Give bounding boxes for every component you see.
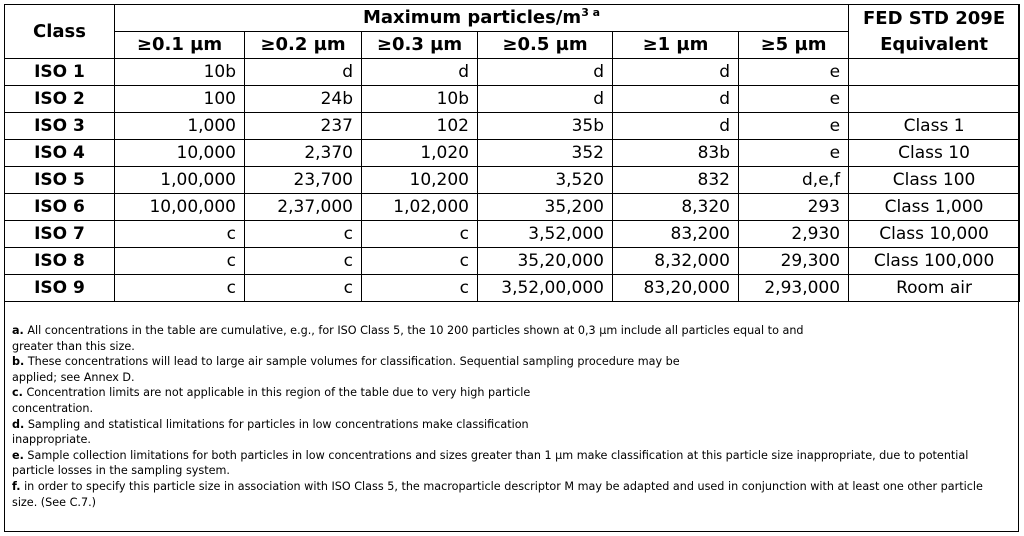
fed-equivalent-cell: Class 1	[849, 113, 1020, 140]
value-cell: c	[245, 221, 362, 248]
footnote-text: Sample collection limitations for both particles in low concentrations and sizes greater than 1 µm make classification at this particle size inappropriate, due to potential	[27, 448, 969, 462]
size-header: ≥0.2 µm	[245, 32, 362, 59]
size-header: ≥0.5 µm	[478, 32, 613, 59]
footnote-text: in order to specify this particle size in association with ISO Class 5, the macroparticle descriptor M may be adapted and used in conjunction with at least one other particle	[24, 479, 983, 493]
footnote-line	[12, 339, 1008, 355]
table-row	[5, 167, 1020, 194]
table-row	[5, 275, 1020, 302]
value-cell: 2,370	[245, 140, 362, 167]
value-cell: 1,000	[115, 113, 245, 140]
value-cell: e	[739, 86, 849, 113]
value-cell: 1,020	[362, 140, 478, 167]
value-cell: 2,930	[739, 221, 849, 248]
value-cell: d	[478, 59, 613, 86]
class-cell: ISO 6	[5, 194, 115, 221]
fed-equivalent-cell: Class 10,000	[849, 221, 1020, 248]
value-cell: d	[362, 59, 478, 86]
footnote-text: particle losses in the sampling system.	[12, 464, 230, 478]
value-cell: d	[478, 86, 613, 113]
value-cell: 3,52,000	[478, 221, 613, 248]
size-header: ≥5 µm	[739, 32, 849, 59]
footnote-line	[12, 463, 1008, 479]
value-cell: 83,20,000	[613, 275, 739, 302]
fed-equivalent-cell: Class 100	[849, 167, 1020, 194]
max-particles-header: Maximum particles/$m^{3 a}$	[115, 5, 849, 32]
class-cell: ISO 5	[5, 167, 115, 194]
footnote-line	[12, 370, 1008, 386]
class-header: Class	[5, 5, 115, 59]
footnote-text: All concentrations in the table are cumulative, e.g., for ISO Class 5, the 10 200 particles shown at 0,3 µm include all particles equal to and	[27, 324, 804, 337]
value-cell: 2,93,000	[739, 275, 849, 302]
footnote-key: a.	[12, 324, 24, 337]
class-cell: ISO 8	[5, 248, 115, 275]
class-cell: ISO 4	[5, 140, 115, 167]
value-cell: 10,000	[115, 140, 245, 167]
value-cell: 352	[478, 140, 613, 167]
table-row	[5, 86, 1020, 113]
footnote-line	[12, 479, 1008, 495]
value-cell: 1,00,000	[115, 167, 245, 194]
size-header: ≥0.3 µm	[362, 32, 478, 59]
table-row	[5, 221, 1020, 248]
footnote-line	[12, 323, 1008, 339]
footnote-line	[12, 495, 1008, 511]
fed-equivalent-cell: Room air	[849, 275, 1020, 302]
value-cell: d	[613, 59, 739, 86]
value-cell: d	[613, 86, 739, 113]
value-cell: 10,00,000	[115, 194, 245, 221]
footnote-text: greater than this size.	[12, 339, 135, 353]
value-cell: 35,20,000	[478, 248, 613, 275]
footnote-line	[12, 417, 1008, 433]
value-cell: 832	[613, 167, 739, 194]
footnote-text: inappropriate.	[12, 433, 91, 447]
footnote-line	[12, 385, 1008, 401]
footnote-line	[12, 354, 1008, 370]
value-cell: 29,300	[739, 248, 849, 275]
footnote-text: concentration.	[12, 401, 94, 415]
value-cell: c	[362, 221, 478, 248]
value-cell: 35,200	[478, 194, 613, 221]
value-cell: 83b	[613, 140, 739, 167]
value-cell: d	[613, 113, 739, 140]
footnote-line	[12, 448, 1008, 464]
value-cell: c	[245, 275, 362, 302]
class-cell: ISO 1	[5, 59, 115, 86]
size-header: ≥1 µm	[613, 32, 739, 59]
value-cell: d,e,f	[739, 167, 849, 194]
value-cell: 3,520	[478, 167, 613, 194]
footnote-line	[12, 401, 1008, 417]
fed-equivalent-cell: Class 1,000	[849, 194, 1020, 221]
fed-equivalent-cell: Class 10	[849, 140, 1020, 167]
footnote-key: d.	[12, 417, 25, 431]
value-cell: e	[739, 59, 849, 86]
fed-equivalent-cell: Class 100,000	[849, 248, 1020, 275]
footnote-text: applied; see Annex D.	[12, 370, 135, 384]
footnote-text: size. (See C.7.)	[12, 495, 96, 509]
value-cell: e	[739, 140, 849, 167]
value-cell: 2,37,000	[245, 194, 362, 221]
fed-std-header: FED STD 209E Equivalent	[849, 5, 1020, 59]
value-cell: c	[362, 248, 478, 275]
footnote-key: e.	[12, 448, 24, 462]
value-cell: 24b	[245, 86, 362, 113]
value-cell: 35b	[478, 113, 613, 140]
class-cell: ISO 2	[5, 86, 115, 113]
footnote-text: Sampling and statistical limitations for particles in low concentrations make classification	[27, 417, 529, 431]
class-cell: ISO 9	[5, 275, 115, 302]
footnote-key: b.	[12, 355, 25, 369]
value-cell: 293	[739, 194, 849, 221]
value-cell: c	[115, 221, 245, 248]
value-cell: 10b	[362, 86, 478, 113]
table-row	[5, 248, 1020, 275]
value-cell: 8,32,000	[613, 248, 739, 275]
value-cell: c	[362, 275, 478, 302]
value-cell: c	[115, 248, 245, 275]
value-cell: 237	[245, 113, 362, 140]
value-cell: 10,200	[362, 167, 478, 194]
fed-equivalent-cell	[849, 86, 1020, 113]
fed-equivalent-cell	[849, 59, 1020, 86]
table-row	[5, 59, 1020, 86]
class-cell: ISO 3	[5, 113, 115, 140]
value-cell: e	[739, 113, 849, 140]
value-cell: 10b	[115, 59, 245, 86]
value-cell: 23,700	[245, 167, 362, 194]
footnote-key: c.	[12, 386, 23, 400]
table-row	[5, 194, 1020, 221]
footnote-line	[12, 432, 1008, 448]
iso-class-table	[4, 4, 1020, 302]
size-header: ≥0.1 µm	[115, 32, 245, 59]
value-cell: d	[245, 59, 362, 86]
footnote-text: Concentration limits are not applicable in this region of the table due to very high particle	[26, 386, 531, 400]
value-cell: c	[245, 248, 362, 275]
value-cell: 1,02,000	[362, 194, 478, 221]
footnote-key: f.	[12, 479, 21, 493]
value-cell: 100	[115, 86, 245, 113]
class-cell: ISO 7	[5, 221, 115, 248]
value-cell: 3,52,00,000	[478, 275, 613, 302]
value-cell: 102	[362, 113, 478, 140]
footnotes	[5, 321, 1015, 512]
value-cell: c	[115, 275, 245, 302]
footnote-text: These concentrations will lead to large air sample volumes for classification. Sequential sampling procedure may be	[27, 355, 680, 369]
table-row	[5, 113, 1020, 140]
value-cell: 8,320	[613, 194, 739, 221]
table-row	[5, 140, 1020, 167]
value-cell: 83,200	[613, 221, 739, 248]
